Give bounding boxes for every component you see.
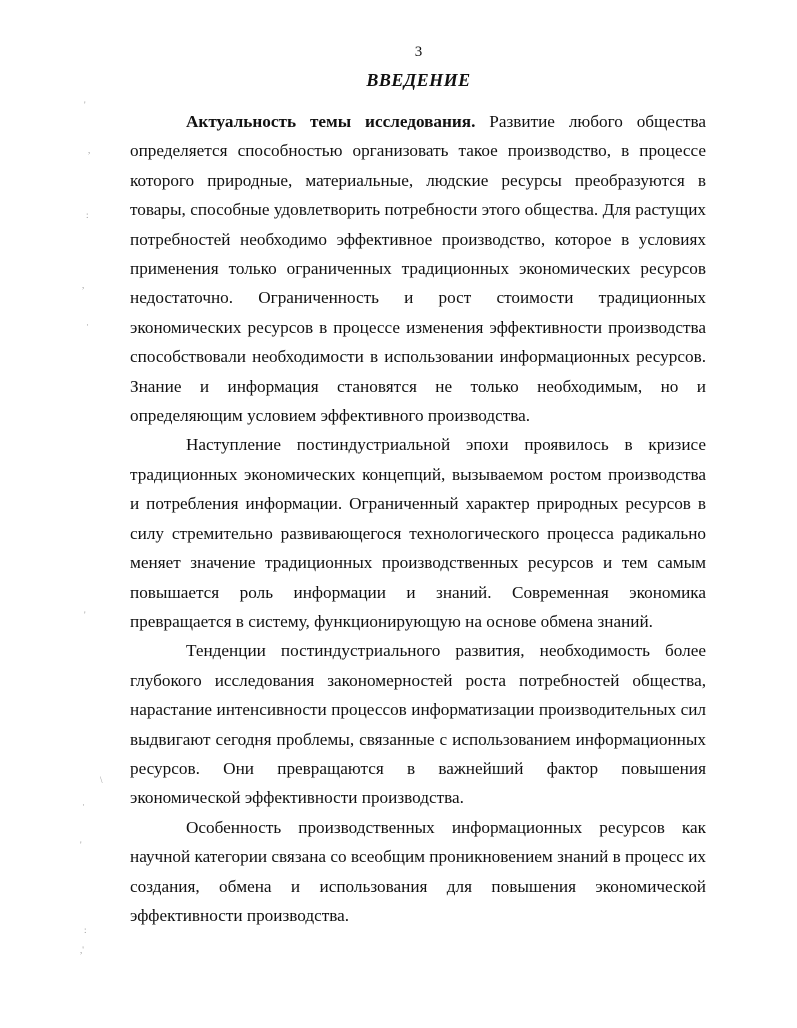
scan-mark: \	[100, 775, 103, 785]
scan-mark: ,	[82, 280, 85, 290]
scan-mark: '	[84, 610, 86, 620]
scan-mark: :	[86, 210, 89, 220]
paragraph-text: Наступление постиндустриальной эпохи проявилось в кризисе традиционных экономических концепций, вызываемом ростом производства и потребления информации. Ограниченный характер природных ресурсов в силу стремительно развивающегося технологического процесса радикально меняет значение традиционных производственных ресурсов и тем самым повышается роль информации и знаний. Современная экономика превращается в систему, функционирующую на основе обмена знаний.	[130, 435, 706, 631]
scan-mark: :	[84, 925, 87, 935]
paragraph	[130, 813, 706, 931]
paragraph-text: Тенденции постиндустриального развития, необходимость более глубокого исследования закономерностей роста потребностей общества, нарастание интенсивности процессов информатизации производительных сил выдвигают сегодня проблемы, связанные с использованием информационных ресурсов. Они превращаются в важнейший фактор повышения экономической эффективности производства.	[130, 641, 706, 808]
scan-mark: ·	[82, 800, 85, 810]
scan-mark: ,'	[80, 945, 84, 955]
paragraph	[130, 636, 706, 812]
scan-mark: '	[80, 840, 82, 850]
scan-mark: ,	[88, 145, 91, 155]
paragraph	[130, 430, 706, 636]
body-text	[130, 107, 706, 930]
paragraph	[130, 107, 706, 430]
page-number: 3	[414, 44, 423, 60]
paragraph-text: Особенность производственных информационных ресурсов как научной категории связана со всеобщим проникновением знаний в процесс их создания, обмена и использования для повышения экономической эффективности производства.	[130, 817, 706, 925]
scan-margin-marks	[78, 0, 108, 1028]
paragraph-text: Развитие любого общества определяется способностью организовать такое производство, в процессе которого природные, материальные, людские ресурсы преобразуются в товары, способные удовлетворить потребности этого общества. Для растущих потребностей необходимо эффективное производство, которое в условиях применения только ограниченных традиционных экономических ресурсов недостаточно. Ограниченность и рост стоимости традиционных экономических ресурсов в процессе изменения эффективности производства способствовали необходимости в использовании информационных ресурсов. Знание и информация становятся не только необходимым, но и определяющим условием эффективного производства.	[130, 112, 706, 426]
paragraph-lead: Актуальность темы исследования.	[186, 112, 476, 131]
section-heading: ВВЕДЕНИЕ	[366, 70, 471, 90]
scan-mark: ·	[86, 320, 89, 330]
scan-mark: '	[84, 100, 86, 110]
